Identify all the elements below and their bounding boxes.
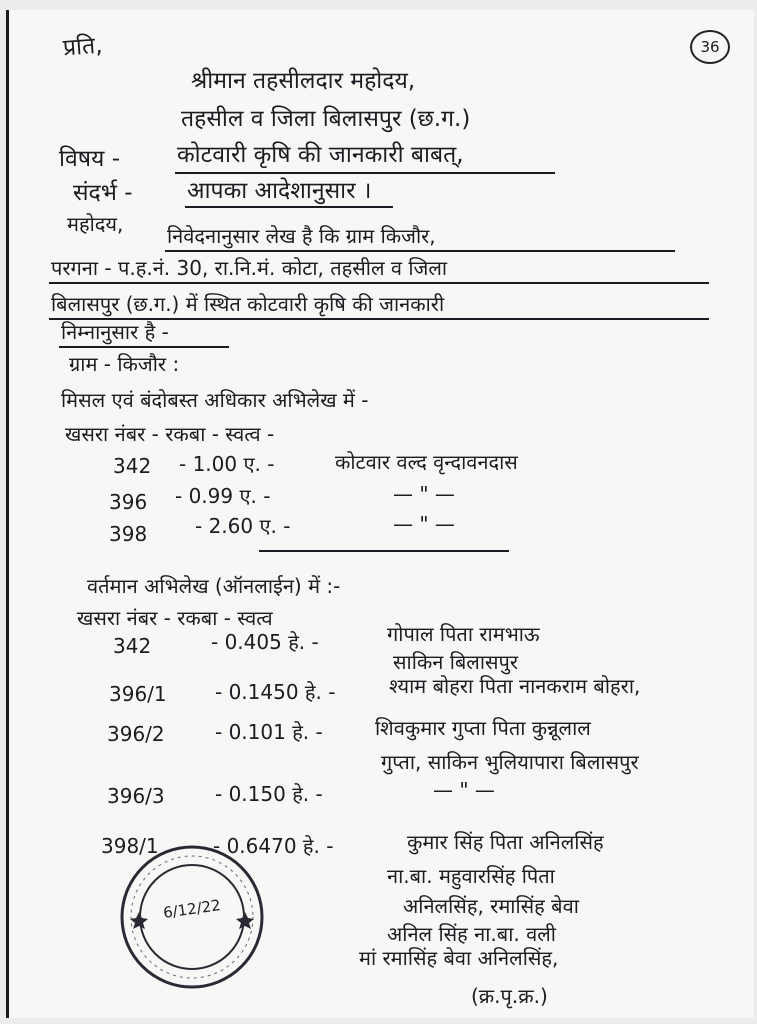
cur-row-3-area: - 0.101 हे. - <box>215 720 323 744</box>
old-records-columns: खसरा नंबर - रकबा - स्वत्व - <box>65 422 275 446</box>
seal-date: 6/12/22 <box>162 896 222 922</box>
cur-row-5-owner-1: कुमार सिंह पिता अनिलसिंह <box>407 830 604 854</box>
cur-row-3-khasra: 396/2 <box>107 722 165 746</box>
cur-row-1-area: - 0.405 हे. - <box>211 630 319 654</box>
old-row-2-area: - 0.99 ए. - <box>175 484 271 508</box>
old-row-2-owner: — " — <box>393 482 455 506</box>
cur-row-1-khasra: 342 <box>113 634 152 658</box>
cur-row-5-khasra: 398/1 <box>101 834 159 858</box>
body-line-4: निम्नानुसार है - <box>61 320 169 344</box>
reference-label: संदर्भ - <box>73 180 133 206</box>
old-row-3-owner: — " — <box>393 512 455 536</box>
body-line-3: बिलासपुर (छ.ग.) में स्थित कोटवारी कृषि की जानकारी <box>51 292 445 316</box>
body-line-4-rule <box>59 346 229 348</box>
cur-row-4-owner-1: — " — <box>433 778 495 802</box>
cur-row-2-owner-1: श्याम बोहरा पिता नानकराम बोहरा, <box>389 674 641 698</box>
old-row-3-area: - 2.60 ए. - <box>195 514 291 538</box>
cur-row-3-owner-1: शिवकुमार गुप्ता पिता कुन्नूलाल <box>375 716 591 740</box>
footer-mark: (क्र.पृ.क्र.) <box>471 984 548 1008</box>
current-records-columns: खसरा नंबर - रकबा - स्वत्व <box>77 606 273 630</box>
document-page <box>6 10 754 1018</box>
body-line-2-rule <box>49 282 709 284</box>
old-row-3-khasra: 398 <box>109 522 148 546</box>
subject-underline <box>175 172 555 174</box>
old-records-heading: मिसल एवं बंदोबस्त अधिकार अभिलेख में - <box>61 388 369 412</box>
cur-row-5-owner-5: मां रमासिंह बेवा अनिलसिंह, <box>359 946 559 970</box>
body-line-1: निवेदनानुसार लेख है कि ग्राम किजौर, <box>167 224 436 248</box>
old-row-1-owner: कोटवार वल्द वृन्दावनदास <box>335 450 518 474</box>
reference-text: आपका आदेशानुसार । <box>187 178 372 204</box>
subject-label: विषय - <box>59 146 120 172</box>
subject-text: कोटवारी कृषि की जानकारी बाबत्, <box>177 142 464 168</box>
current-records-heading: वर्तमान अभिलेख (ऑनलाईन) में :- <box>87 574 341 598</box>
page-number: 36 <box>690 30 730 64</box>
cur-row-5-owner-2: ना.बा. महुवारसिंह पिता <box>387 864 555 888</box>
old-row-1-area: - 1.00 ए. - <box>179 452 275 476</box>
cur-row-1-owner-1: गोपाल पिता रामभाऊ <box>387 622 540 646</box>
address-line-2: तहसील व जिला बिलासपुर (छ.ग.) <box>181 106 471 132</box>
village-name: ग्राम - किजौर : <box>69 352 180 376</box>
body-line-2: परगना - प.ह.नं. 30, रा.नि.मं. कोटा, तहसील व जिला <box>51 256 448 280</box>
cur-row-3-owner-2: गुप्ता, साकिन भुलियापारा बिलासपुर <box>381 750 639 774</box>
cur-row-5-owner-4: अनिल सिंह ना.बा. वली <box>387 922 556 946</box>
old-row-1-khasra: 342 <box>113 454 152 478</box>
section-divider <box>259 550 509 552</box>
salutation: महोदय, <box>67 212 124 236</box>
cur-row-4-khasra: 396/3 <box>107 784 165 808</box>
address-line-1: श्रीमान तहसीलदार महोदय, <box>191 68 416 94</box>
cur-row-4-area: - 0.150 हे. - <box>215 782 323 806</box>
cur-row-1-owner-2: साकिन बिलासपुर <box>393 650 519 674</box>
cur-row-2-khasra: 396/1 <box>109 682 167 706</box>
body-line-1-rule <box>165 250 675 252</box>
old-row-2-khasra: 396 <box>109 490 148 514</box>
official-seal <box>117 842 267 992</box>
cur-row-5-area: - 0.6470 हे. - <box>213 834 334 858</box>
cur-row-2-area: - 0.1450 हे. - <box>215 680 336 704</box>
copy-mark: प्रति, <box>62 32 104 62</box>
reference-underline <box>185 206 393 208</box>
cur-row-5-owner-3: अनिलसिंह, रमासिंह बेवा <box>403 894 579 918</box>
